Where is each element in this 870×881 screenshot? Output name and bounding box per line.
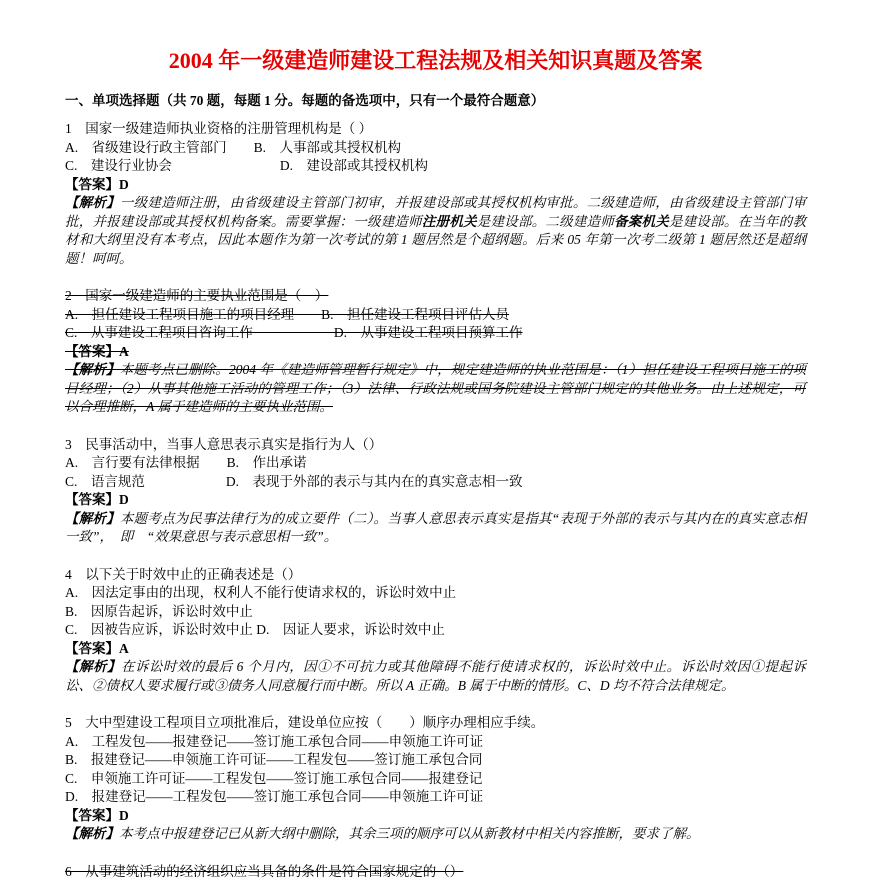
option-line: B. 因原告起诉，诉讼时效中止 xyxy=(65,603,806,622)
answer-line: 【答案】A xyxy=(65,640,806,659)
option-line: C. 因被告应诉，诉讼时效中止 D. 因证人要求，诉讼时效中止 xyxy=(65,621,806,640)
answer-line: 【答案】A xyxy=(65,343,806,362)
option-line: B. 报建登记——申领施工许可证——工程发包——签订施工承包合同 xyxy=(65,751,806,770)
question-stem: 4 以下关于时效中止的正确表述是（） xyxy=(65,566,806,585)
answer-line: 【答案】D xyxy=(65,491,806,510)
question-6 xyxy=(65,863,806,881)
question-stem: 5 大中型建设工程项目立项批准后，建设单位应按（ ）顺序办理相应手续。 xyxy=(65,714,806,733)
option-line: A. 言行要有法律根据 B. 作出承诺 xyxy=(65,454,806,473)
analysis-text: 本题考点为民事法律行为的成立要件（二）。当事人意思表示真实是指其“表现于外部的表示与其内在的真实意志相一致”， 即 “效果意思与表示意思相一致”。 xyxy=(65,511,806,545)
analysis-text: 本考点中报建登记已从新大纲中删除，其余三项的顺序可以从新教材中相关内容推断，要求了解。 xyxy=(119,826,700,841)
doc-title: 2004 年一级建造师建设工程法规及相关知识真题及答案 xyxy=(65,48,806,74)
question-stem: 1 国家一级建造师执业资格的注册管理机构是（ ） xyxy=(65,120,806,139)
question-stem: 3 民事活动中，当事人意思表示真实是指行为人（） xyxy=(65,436,806,455)
answer-line: 【答案】D xyxy=(65,807,806,826)
analysis-bold-term: 备案机关 xyxy=(614,214,669,229)
analysis-paragraph xyxy=(65,658,806,695)
analysis-text: 一级建造师注册，由省级建设主管部门初审，并报建设部或其授权机构审批。二级建造师，由省级建设主管部门审批，并报建设部或其授权机构备案。需要掌握：一级建造师 xyxy=(65,195,806,229)
section-heading: 一、单项选择题（共 70 题，每题 1 分。每题的备选项中，只有一个最符合题意） xyxy=(65,92,806,110)
option-line: A. 担任建设工程项目施工的项目经理 B. 担任建设工程项目评估人员 xyxy=(65,306,806,325)
option-line: A. 省级建设行政主管部门 B. 人事部或其授权机构 xyxy=(65,139,806,158)
option-line: A. 工程发包——报建登记——签订施工承包合同——申领施工许可证 xyxy=(65,733,806,752)
question-3 xyxy=(65,436,806,547)
question-stem: 6 从事建筑活动的经济组织应当具备的条件是符合国家规定的（） xyxy=(65,863,806,881)
option-line: C. 从事建设工程项目咨询工作 D. 从事建设工程项目预算工作 xyxy=(65,324,806,343)
analysis-text: 本题考点已删除。2004 年《建造师管理暂行规定》中，规定建造师的执业范围是：（1）担任建设工程项目施工的项目经理；（2）从事其他施工活动的管理工作；（3）法律、行政法规或国务院建设主管部门规定的其他业务。由上述规定，可以合理推断，A 属于建造师的主要执业范围。 xyxy=(65,362,806,414)
question-5 xyxy=(65,714,806,844)
analysis-text: 是建设部。二级建造师 xyxy=(477,214,614,229)
analysis-paragraph xyxy=(65,361,806,417)
analysis-label: 【解析】 xyxy=(65,826,119,841)
question-2 xyxy=(65,287,806,417)
option-line: C. 语言规范 D. 表现于外部的表示与其内在的真实意志相一致 xyxy=(65,473,806,492)
option-line: A. 因法定事由的出现，权利人不能行使请求权的，诉讼时效中止 xyxy=(65,584,806,603)
option-line: D. 报建登记——工程发包——签订施工承包合同——申领施工许可证 xyxy=(65,788,806,807)
option-line: C. 申领施工许可证——工程发包——签订施工承包合同——报建登记 xyxy=(65,770,806,789)
option-line: C. 建设行业协会 D. 建设部或其授权机构 xyxy=(65,157,806,176)
analysis-label: 【解析】 xyxy=(65,659,121,674)
question-1 xyxy=(65,120,806,268)
question-4 xyxy=(65,566,806,696)
analysis-paragraph xyxy=(65,510,806,547)
analysis-label: 【解析】 xyxy=(65,511,120,526)
analysis-text: 在诉讼时效的最后 6 个月内，因①不可抗力或其他障碍不能行使请求权的，诉讼时效中止。诉讼时效因①提起诉讼、②债权人要求履行或③债务人同意履行而中断。所以 A 正确。B 属于中断的情形。C、D 均不符合法律规定。 xyxy=(65,659,806,693)
answer-line: 【答案】D xyxy=(65,176,806,195)
analysis-label: 【解析】 xyxy=(65,362,120,377)
analysis-text: 是建设部。在当年的教材和大纲里没有本考点，因此本题作为第一次考试的第 1 题居然是个超纲题。后来 05 年第一次考二级第 1 题居然还是超纲题！呵呵。 xyxy=(65,214,806,266)
analysis-bold-term: 注册机关 xyxy=(422,214,477,229)
analysis-paragraph xyxy=(65,825,806,844)
question-stem: 2 国家一级建造师的主要执业范围是（ ） xyxy=(65,287,806,306)
analysis-paragraph xyxy=(65,194,806,268)
analysis-label: 【解析】 xyxy=(65,195,120,210)
